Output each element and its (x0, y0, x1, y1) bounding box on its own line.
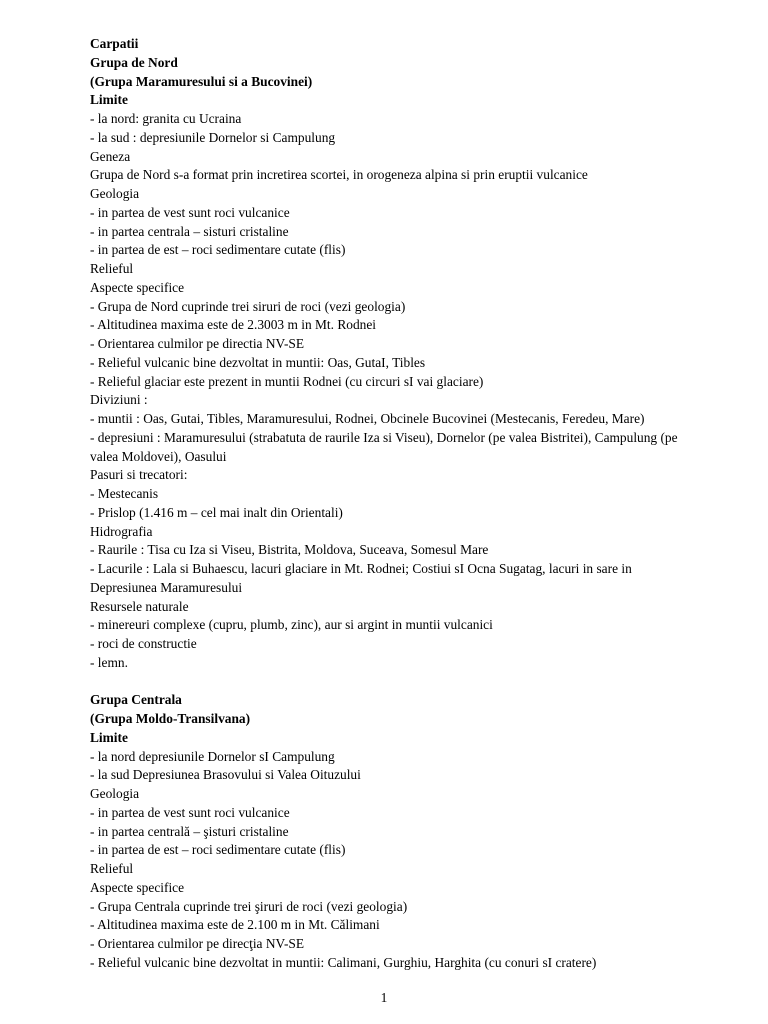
text-line: - in partea de est – roci sedimentare cutate (flis) (90, 242, 346, 258)
text-line: - in partea centrala – sisturi cristaline (90, 223, 289, 239)
text-line: - Grupa de Nord cuprinde trei siruri de roci (vezi geologia) (90, 298, 406, 314)
heading-line: Grupa de Nord (90, 54, 178, 70)
text-line: - depresiuni : Maramuresului (strabatuta de raurile Iza si Viseu), Dornelor (pe valea Bistritei), Campulung (pe (90, 429, 678, 445)
heading-line: Carpatii (90, 36, 139, 51)
text-line: - Raurile : Tisa cu Iza si Viseu, Bistrita, Moldova, Suceava, Somesul Mare (90, 542, 489, 558)
text-line: - la sud Depresiunea Brasovului si Valea Oituzului (90, 767, 361, 783)
text-line: - Relieful vulcanic bine dezvoltat in muntii: Oas, GutaI, Tibles (90, 354, 426, 370)
text-line: - Relieful glaciar este prezent in muntii Rodnei (cu circuri sI vai glaciare) (90, 373, 484, 389)
text-line: - la sud : depresiunile Dornelor si Campulung (90, 129, 336, 145)
text-line: - Orientarea culmilor pe direcţia NV-SE (90, 936, 305, 951)
text-line: Relieful (90, 861, 134, 876)
text-line: Aspecte specifice (90, 279, 185, 295)
text-line: - roci de constructie (90, 636, 197, 651)
text-line: Hidrografia (90, 523, 153, 539)
document-section (90, 35, 710, 673)
document-section (90, 691, 710, 972)
text-line: - in partea de vest sunt roci vulcanice (90, 804, 290, 820)
text-line: - Grupa Centrala cuprinde trei şiruri de roci (vezi geologia) (90, 898, 408, 914)
text-line: - in partea de vest sunt roci vulcanice (90, 204, 290, 220)
text-line: - lemn. (90, 654, 128, 670)
text-line: - Orientarea culmilor pe directia NV-SE (90, 336, 305, 351)
section-gap (90, 673, 710, 692)
page-number: 1 (380, 990, 388, 1005)
heading-line: Limite (90, 729, 128, 745)
text-line: - la nord: granita cu Ucraina (90, 111, 242, 126)
text-line: valea Moldovei), Oasului (90, 448, 227, 464)
text-line: - in partea centrală – şisturi cristaline (90, 823, 289, 839)
text-line: Aspecte specifice (90, 879, 185, 895)
text-line: Relieful (90, 261, 134, 276)
text-line: Diviziuni : (90, 392, 148, 408)
text-line: Geologia (90, 786, 140, 801)
text-line: - Altitudinea maxima este de 2.3003 m in Mt. Rodnei (90, 317, 376, 333)
text-line: Pasuri si trecatori: (90, 467, 188, 483)
text-line: - Lacurile : Lala si Buhaescu, lacuri glaciare in Mt. Rodnei; Costiui sI Ocna Sugatag, lacuri in sare in (90, 561, 632, 576)
text-line: - Relieful vulcanic bine dezvoltat in muntii: Calimani, Gurghiu, Harghita (cu conuri sI cratere) (90, 954, 597, 970)
text-line: Grupa de Nord s-a format prin incretirea scortei, in orogeneza alpina si prin eruptii vulcanice (90, 167, 588, 183)
text-line: Geologia (90, 186, 140, 201)
text-line: - muntii : Oas, Gutai, Tibles, Maramuresului, Rodnei, Obcinele Bucovinei (Mestecanis, Feredeu, Mare) (90, 411, 645, 426)
text-line: Geneza (90, 148, 131, 164)
text-line: - minereuri complexe (cupru, plumb, zinc), aur si argint in muntii vulcanici (90, 617, 493, 633)
document-body (90, 35, 710, 973)
heading-line: Grupa Centrala (90, 692, 182, 708)
text-line: Depresiunea Maramuresului (90, 579, 243, 595)
heading-line: (Grupa Moldo-Transilvana) (90, 711, 251, 726)
text-line: - Altitudinea maxima este de 2.100 m in Mt. Călimani (90, 917, 380, 933)
text-line: - Prislop (1.416 m – cel mai inalt din Orientali) (90, 504, 343, 520)
heading-line: (Grupa Maramuresului si a Bucovinei) (90, 73, 313, 89)
text-line: - Mestecanis (90, 486, 159, 501)
heading-line: Limite (90, 92, 128, 108)
text-line: - la nord depresiunile Dornelor sI Campulung (90, 748, 335, 764)
text-line: Resursele naturale (90, 598, 189, 614)
text-line: - in partea de est – roci sedimentare cutate (flis) (90, 842, 346, 858)
